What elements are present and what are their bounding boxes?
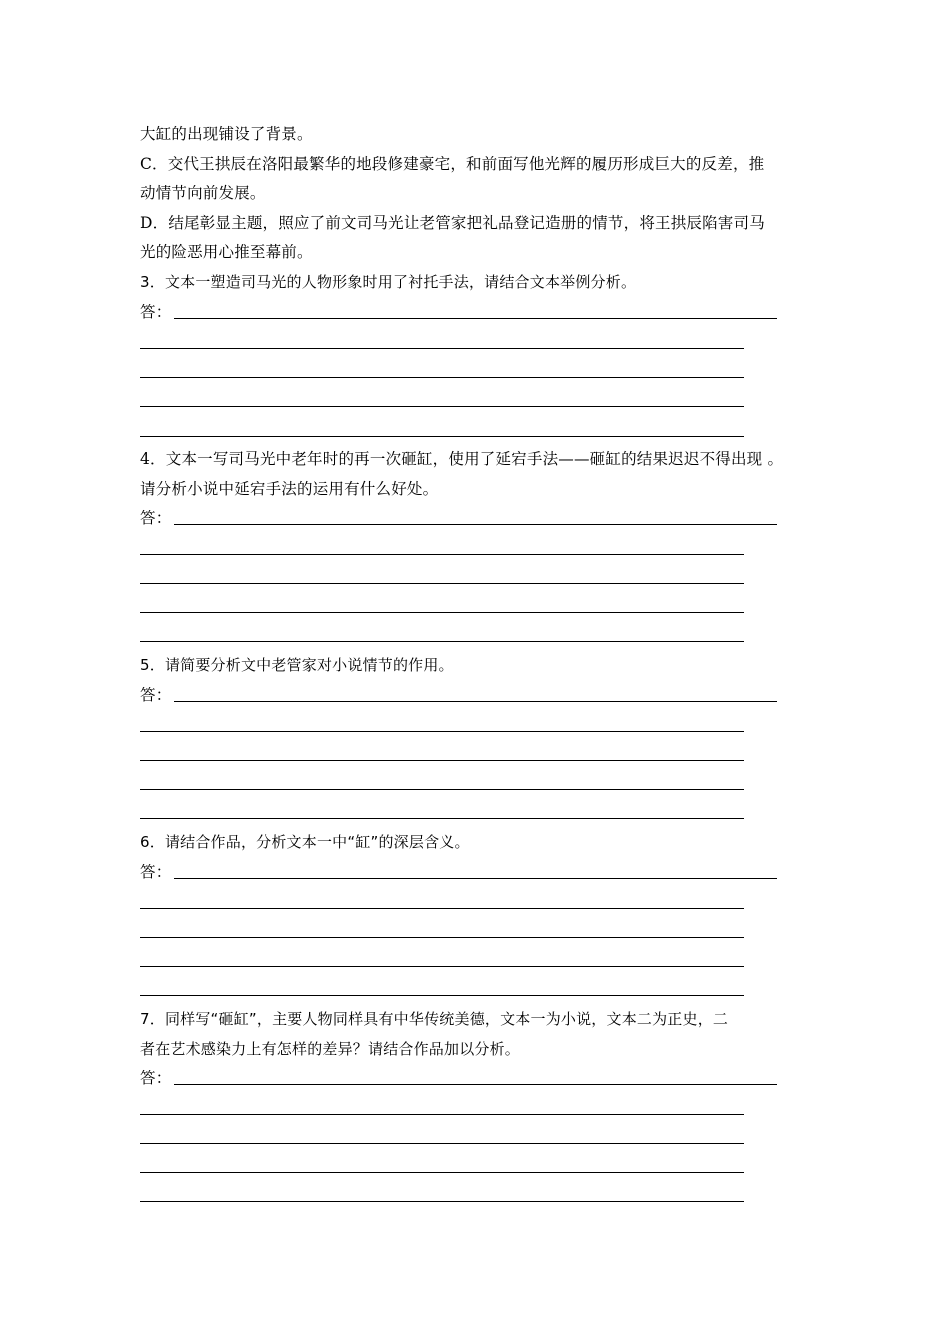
- answer-line-q4-5[interactable]: [140, 641, 744, 642]
- question-6-text: 6．请结合作品，分析文本一中“缸”的深层含义。: [140, 833, 470, 851]
- answer-line-q5-3[interactable]: [140, 760, 744, 761]
- option-c-line-1: C．交代王拱辰在洛阳最繁华的地段修建豪宅，和前面写他光辉的履历形成巨大的反差，推: [140, 155, 765, 173]
- question-7-text-line-1: 7．同样写“砸缸”，主要人物同样具有中华传统美德，文本一为小说，文本二为正史，二: [140, 1010, 729, 1028]
- answer-line-q7-5[interactable]: [140, 1201, 744, 1202]
- answer-line-q5-2[interactable]: [140, 731, 744, 732]
- answer-line-q4-3[interactable]: [140, 583, 744, 584]
- answer-line-q3-1[interactable]: [174, 318, 777, 319]
- answer-line-q4-2[interactable]: [140, 554, 744, 555]
- answer-label-q4: 答：: [140, 509, 172, 527]
- answer-line-q6-4[interactable]: [140, 966, 744, 967]
- answer-line-q3-4[interactable]: [140, 406, 744, 407]
- answer-label-q6: 答：: [140, 863, 172, 881]
- option-d-line-1: D．结尾彰显主题，照应了前文司马光让老管家把礼品登记造册的情节，将王拱辰陷害司马: [140, 214, 765, 232]
- answer-line-q7-2[interactable]: [140, 1114, 744, 1115]
- question-4-text-line-1: 4．文本一写司马光中老年时的再一次砸缸，使用了延宕手法——砸缸的结果迟迟不得出现 。: [140, 450, 784, 468]
- answer-line-q7-4[interactable]: [140, 1172, 744, 1173]
- answer-line-q7-1[interactable]: [174, 1084, 777, 1085]
- answer-line-q7-3[interactable]: [140, 1143, 744, 1144]
- answer-line-q4-4[interactable]: [140, 612, 744, 613]
- answer-line-q6-5[interactable]: [140, 995, 744, 996]
- answer-line-q5-4[interactable]: [140, 789, 744, 790]
- option-b-continuation: 大缸的出现铺设了背景。: [140, 125, 313, 143]
- question-4-text-line-2: 请分析小说中延宕手法的运用有什么好处。: [140, 480, 439, 498]
- answer-line-q5-5[interactable]: [140, 818, 744, 819]
- answer-label-q3: 答：: [140, 303, 172, 321]
- answer-line-q3-3[interactable]: [140, 377, 744, 378]
- answer-line-q3-2[interactable]: [140, 348, 744, 349]
- answer-line-q5-1[interactable]: [174, 701, 777, 702]
- question-3-text: 3．文本一塑造司马光的人物形象时用了衬托手法，请结合文本举例分析。: [140, 273, 637, 291]
- answer-line-q6-1[interactable]: [174, 878, 777, 879]
- answer-line-q6-3[interactable]: [140, 937, 744, 938]
- option-d-line-2: 光的险恶用心推至幕前。: [140, 243, 313, 261]
- question-5-text: 5．请简要分析文中老管家对小说情节的作用。: [140, 656, 454, 674]
- answer-line-q6-2[interactable]: [140, 908, 744, 909]
- answer-label-q7: 答：: [140, 1069, 172, 1087]
- question-7-text-line-2: 者在艺术感染力上有怎样的差异？请结合作品加以分析。: [140, 1040, 521, 1058]
- answer-label-q5: 答：: [140, 686, 172, 704]
- answer-line-q4-1[interactable]: [174, 524, 777, 525]
- option-c-line-2: 动情节向前发展。: [140, 184, 266, 202]
- answer-line-q3-5[interactable]: [140, 436, 744, 437]
